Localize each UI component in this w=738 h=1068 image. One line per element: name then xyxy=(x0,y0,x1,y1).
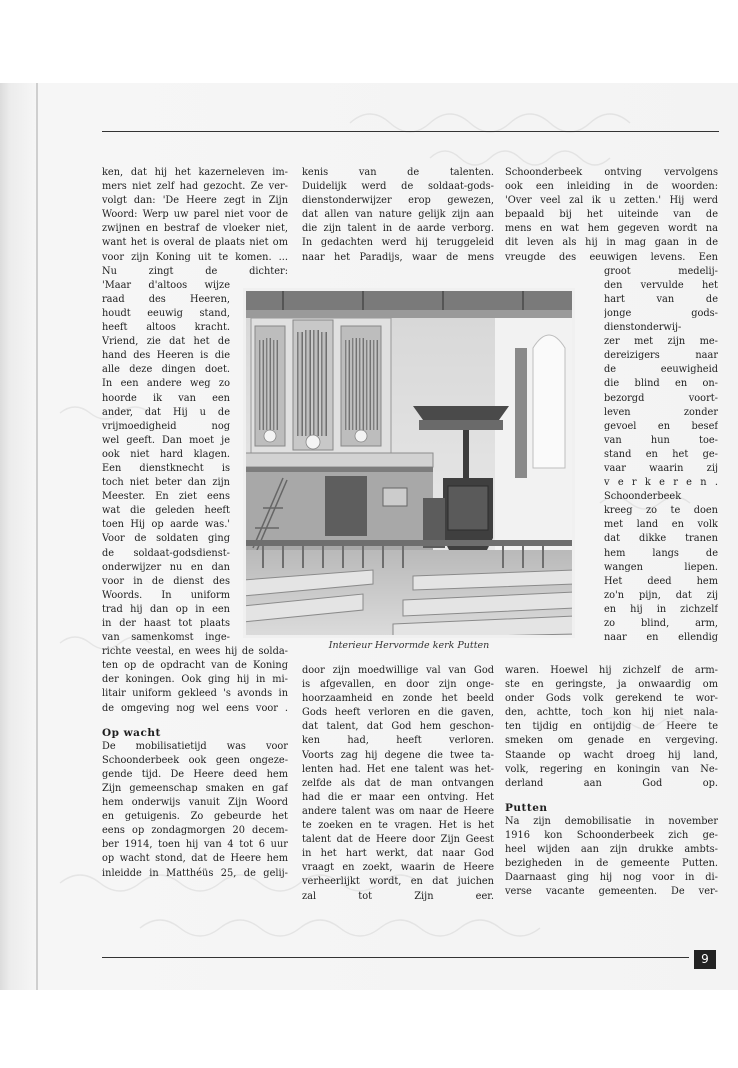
text-line: alle deze dingen doet. xyxy=(102,364,230,376)
text-line: toen Hij op aarde was.' xyxy=(102,519,230,531)
text-line: die zijn talent in de aarde verborg. xyxy=(302,223,494,235)
text-line: zer met zijn me- xyxy=(604,336,718,348)
text-line: onder Gods volk gerekend te wor- xyxy=(505,693,718,705)
text-line: andere talent was om naar de Heere xyxy=(302,805,494,817)
text-line: Vriend, zie dat het de xyxy=(102,336,230,348)
text-line: Woords. In uniform xyxy=(102,589,230,601)
text-line: waren. Hoewel hij zichzelf de arm- xyxy=(505,665,718,676)
text-line: Schoonderbeek ontving vervolgens xyxy=(505,167,718,178)
text-line: vaar waarin zij xyxy=(604,462,718,474)
text-line: verse vacante gemeenten. De ver- xyxy=(505,886,718,898)
text-line: der koningen. Ook ging hij in mi- xyxy=(102,674,288,686)
text-line: litair uniform gekleed 's avonds in xyxy=(102,688,288,700)
page-number: 9 xyxy=(694,950,716,969)
text-line: ste en geringste, ja onwaardig om xyxy=(505,679,718,691)
text-line: heel wijden aan zijn drukke ambts- xyxy=(505,844,718,856)
text-line: wel geeft. Dan moet je xyxy=(102,434,230,446)
text-line: voor zijn Koning uit te komen. ... xyxy=(102,251,288,263)
text-line: 'Over veel zal ik u zetten.' Hij werd xyxy=(505,195,718,207)
text-line: raad des Heeren, xyxy=(102,293,230,305)
text-line: 1916 kon Schoonderbeek zich ge- xyxy=(505,829,718,841)
column-middle-bottom xyxy=(302,664,494,904)
text-line: gende tijd. De Heere deed hem xyxy=(102,768,288,780)
text-line: dat allen van nature gelijk zijn aan xyxy=(302,209,494,221)
text-line: in het hart werkt, dat naar God xyxy=(302,848,494,860)
text-line: naar en ellendig xyxy=(604,632,718,644)
text-line: en getuigenis. Zo gebeurde het xyxy=(102,811,288,823)
text-line: Na zijn demobilisatie in november xyxy=(505,815,718,827)
text-line: ook een inleiding in de woorden: xyxy=(505,181,718,193)
text-line: vrijmoedigheid nog xyxy=(102,420,230,432)
text-line: ook niet hard klagen. xyxy=(102,448,230,460)
text-line: v e r k e r e n . xyxy=(604,477,718,489)
text-line: Meester. En ziet eens xyxy=(102,491,230,503)
text-line: eens op zondagmorgen 20 decem- xyxy=(102,825,288,837)
text-line: Voor de soldaten ging xyxy=(102,533,230,545)
header-rule xyxy=(102,131,719,132)
text-line: mers niet zelf had gezocht. Ze ver- xyxy=(102,181,288,193)
text-line: inleidde in Matthéüs 25, de gelij- xyxy=(102,867,288,879)
text-line: Voorts zag hij degene die twee ta- xyxy=(302,749,494,761)
text-line: Schoonderbeek xyxy=(604,491,682,503)
text-line: heeft altoos kracht. xyxy=(102,322,230,334)
text-line: zwijnen en bestraf de vloeker niet, xyxy=(102,223,288,235)
text-line: met land en volk xyxy=(604,519,718,531)
text-line: te zoeken en te vragen. Het is het xyxy=(302,820,494,832)
text-line: den, achtte, toch kon hij niet nala- xyxy=(505,707,718,719)
church-interior-illustration xyxy=(243,288,575,638)
text-line: Het deed hem xyxy=(604,575,718,587)
text-line: dit leven als hij in mag gaan in de xyxy=(505,237,718,249)
column-right-bottom xyxy=(505,664,718,899)
photo-caption: Interieur Hervormde kerk Putten xyxy=(328,640,490,651)
text-line: trad hij dan op in een xyxy=(102,603,230,615)
text-line: want het is overal de plaats niet om xyxy=(102,237,288,249)
section-heading-op-wacht: Op wacht xyxy=(102,726,161,739)
text-line: zo'n pijn, dat zij xyxy=(604,589,718,601)
text-line: ten op de opdracht van de Koning xyxy=(102,660,288,672)
text-line: leven zonder xyxy=(604,406,718,418)
text-line: en hij in zichzelf xyxy=(604,603,718,615)
text-line: zelfde als dat de man ontvangen xyxy=(302,777,494,789)
text-line: Schoonderbeek ook geen ongeze- xyxy=(102,754,288,766)
text-line: vraagt en zoekt, waarin de Heere xyxy=(302,862,494,874)
text-line: van hun toe- xyxy=(604,434,718,446)
text-line: Gods heeft verloren en die gaven, xyxy=(302,707,494,719)
footer-rule xyxy=(102,957,689,958)
text-line: kenis van de talenten. xyxy=(302,167,494,178)
column-middle-top xyxy=(302,166,494,265)
text-line: De mobilisatietijd was voor xyxy=(102,740,288,752)
text-line: dat talent, dat God hem geschon- xyxy=(302,721,494,733)
text-line: bezorgd voort- xyxy=(604,392,718,404)
text-line: stand en het ge- xyxy=(604,448,718,460)
text-line: volgt dan: 'De Heere zegt in Zijn xyxy=(102,195,288,207)
text-line: die blind en on- xyxy=(604,378,718,390)
text-line: vreugde des eeuwigen levens. Een xyxy=(505,251,718,263)
text-line: hem onderwijs vanuit Zijn Woord xyxy=(102,797,288,809)
text-line: derland aan God op. xyxy=(505,777,718,789)
text-line: ken, dat hij het kazerneleven im- xyxy=(102,167,288,178)
text-line: op wacht stond, dat de Heere hem xyxy=(102,853,288,865)
text-line: wat die geleden heeft xyxy=(102,505,230,517)
text-line: Duidelijk werd de soldaat-gods- xyxy=(302,181,494,193)
text-line: Een dienstknecht is xyxy=(102,462,230,474)
text-line: Woord: Werp uw parel niet voor de xyxy=(102,209,288,221)
church-interior-photo xyxy=(243,288,575,638)
text-line: mens en wat hem gegeven wordt na xyxy=(505,223,718,235)
text-line: ber 1914, toen hij van 4 tot 6 uur xyxy=(102,839,288,851)
text-line: wangen liepen. xyxy=(604,561,718,573)
text-line: 'Maar d'altoos wijze xyxy=(102,279,230,291)
text-line: ander, dat Hij u de xyxy=(102,406,230,418)
text-line: in der haast tot plaats xyxy=(102,618,230,629)
text-line: bepaald bij het uiteinde van de xyxy=(505,209,718,221)
text-line: hoorde ik van een xyxy=(102,392,230,404)
text-line: Staande op wacht droeg hij land, xyxy=(505,749,718,761)
text-line: ken had, heeft verloren. xyxy=(302,735,494,747)
text-line: naar het Paradijs, waar de mens xyxy=(302,251,494,263)
text-line: hoorzaamheid en zonde het beeld xyxy=(302,693,494,705)
text-line: voor in de dienst des xyxy=(102,575,230,587)
text-line: Daarnaast ging hij nog voor in di- xyxy=(505,872,718,884)
text-line: talent dat de Heere door Zijn Geest xyxy=(302,834,494,846)
text-line: dienstonderwijzer erop gewezen, xyxy=(302,195,494,207)
text-line: dienstonderwij- xyxy=(604,322,682,334)
text-line: Zijn gemeenschap smaken en gaf xyxy=(102,782,288,794)
page-binding-edge xyxy=(36,83,38,990)
text-line: gevoel en besef xyxy=(604,420,718,432)
text-line: toch niet beter dan zijn xyxy=(102,477,230,489)
text-line: ten tijdig en ontijdig de Heere te xyxy=(505,721,718,733)
text-line: kreeg zo te doen xyxy=(604,505,718,517)
text-line: hand des Heeren is die xyxy=(102,350,230,362)
text-line: smeken om genade en vergeving. xyxy=(505,735,718,747)
text-line: de eeuwigheid xyxy=(604,364,718,376)
text-line: richte veestal, en wees hij de solda- xyxy=(102,646,288,658)
text-line: dereizigers naar xyxy=(604,350,718,362)
text-line: In gedachten werd hij teruggeleid xyxy=(302,237,494,249)
text-line: zo blind, arm, xyxy=(604,618,718,629)
text-line: onderwijzer nu en dan xyxy=(102,561,230,573)
text-line: door zijn moedwillige val van God xyxy=(302,665,494,676)
text-line: de soldaat-godsdienst- xyxy=(102,547,230,559)
text-line: is afgevallen, en door zijn onge- xyxy=(302,679,494,691)
text-line: de omgeving nog wel eens voor . xyxy=(102,702,288,714)
text-line: lenten had. Het ene talent was het- xyxy=(302,763,494,775)
text-line: zal tot Zijn eer. xyxy=(302,890,494,902)
text-line: van samenkomst inge- xyxy=(102,632,230,644)
text-line: Nu zingt de dichter: xyxy=(102,265,288,277)
text-line: jonge gods- xyxy=(604,307,718,319)
text-line: hem langs de xyxy=(604,547,718,559)
text-line: volk, regering en koningin van Ne- xyxy=(505,763,718,775)
text-line: houdt eeuwig stand, xyxy=(102,307,230,319)
text-line: den vervulde het xyxy=(604,279,718,291)
text-line: had die er maar een ontving. Het xyxy=(302,791,494,803)
section-heading-putten: Putten xyxy=(505,801,548,814)
text-line: hart van de xyxy=(604,293,718,305)
text-line: In een andere weg zo xyxy=(102,378,230,390)
text-line: bezigheden in de gemeente Putten. xyxy=(505,858,718,870)
text-line: dat dikke tranen xyxy=(604,533,718,545)
text-line: groot medelij- xyxy=(604,265,718,277)
text-line: verheerlijkt wordt, en dat juichen xyxy=(302,876,494,888)
